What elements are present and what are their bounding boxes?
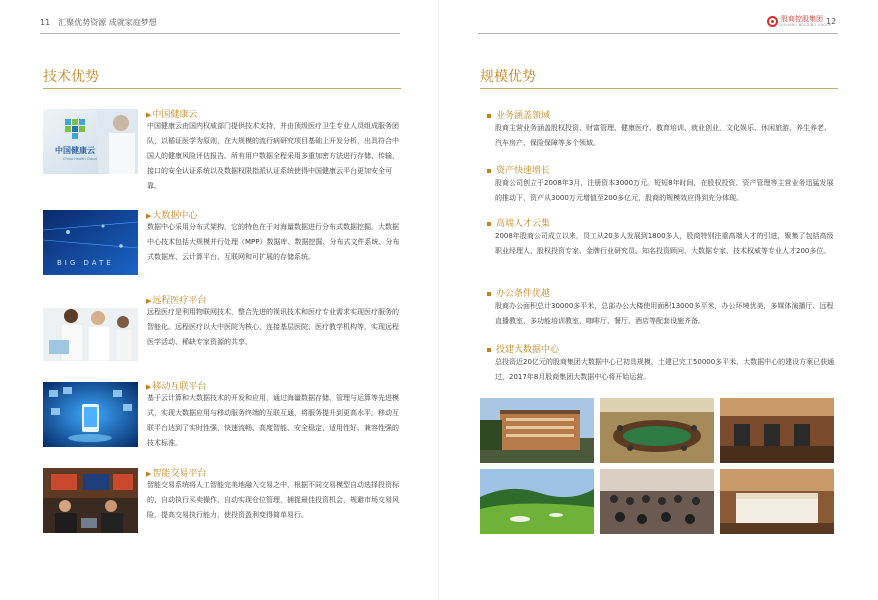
office-text: 股商办公面积总计30000多平米，总部办公大楼使用面积13000多平米，办公环境优美，多媒体演播厅、远程直播教室、多功能培训教室、咖啡厅、餐厅、酒店等配套设施齐备。 <box>495 302 834 325</box>
company-logo <box>767 15 831 27</box>
right-section-title: 规模优势 <box>480 69 536 85</box>
golf-course-photo <box>480 469 594 534</box>
asset-growth-text: 股商公司创立于2008年3月，注册资本3000万元。短短8年时间，在股权投资、资产管理等主营业务迅猛发展的推动下，资产从3000万元增值至200多亿元，股商的规模效应得到充分体现。 <box>495 179 834 202</box>
telemedicine-text: 远程医疗是利用物联网技术，整合先进的视讯技术和医疗专业需求实现医疗服务的智能化。远程医疗以大中医院为核心，连接基层医院、医疗教学机构等，实现远程医学活动、稀缺专家资源的共享。 <box>147 308 399 346</box>
talent-text: 2008年股商公司成立以来，员工从20多人发展到1800多人，股商特别注重高端人才的引进，聚集了包括高级职业经理人、股权投资专家、金牌行业研究员、知名投资顾问、大数据专家、技术权威等专业人才200多位。 <box>495 232 834 255</box>
smart-trading-title: ▶智能交易平台 <box>146 469 207 479</box>
left-page-header <box>40 17 157 28</box>
data-center-text: 总投资近20亿元的股商集团大数据中心已初具规模，土建已完工50000多平米，大数据中心的建设方案已获通过，2017年8月股商集团大数据中心将开始运营。 <box>495 358 835 381</box>
triangle-bullet-icon: ▶ <box>146 111 152 119</box>
talent-title: 高端人才云集 <box>487 216 550 229</box>
right-header-rule <box>478 33 838 34</box>
business-scope-text: 股商主营业务涵盖股权投资、财富管理、健康医疗、教育培训、就业创业、文化娱乐、休闲旅游、养生养老、汽车房产、保险保障等多个领域。 <box>495 124 831 147</box>
left-header-rule <box>40 33 400 34</box>
gym-photo <box>720 398 834 463</box>
telemedicine-image <box>43 296 138 361</box>
square-bullet-icon <box>487 114 491 118</box>
asset-growth-title: 资产快速增长 <box>487 163 550 176</box>
svg-text:China Health Cloud: China Health Cloud <box>63 157 97 161</box>
health-cloud-text: 中国健康云由国内权威部门提供技术支持，并由顶级医疗卫生专业人员组成服务团队，以循证医学为原则，在大规模的流行病研究项目基础上开发分析，出具符合中国人的健康风险评估报告。所有用户数据全程采用多重加密方法进行存储、传输，接口的安全认证系统以及数据权限指派认证系统使得中国健康云平台更加安全可靠。 <box>147 122 399 190</box>
square-bullet-icon <box>487 348 491 352</box>
business-scope-title: 业务涵盖领域 <box>487 108 550 121</box>
smart-trading-image <box>43 468 138 533</box>
data-center-title: 投建大数据中心 <box>487 342 559 355</box>
hotel-room-photo <box>720 469 834 534</box>
right-page-number: 12 <box>826 17 837 26</box>
mobile-internet-title: ▶移动互联平台 <box>146 382 207 392</box>
square-bullet-icon <box>487 292 491 296</box>
meeting-room-photo <box>600 398 714 463</box>
smart-trading-text: 智能交易系统将人工智能完美地融入交易之中，根据不同交易模型自动选择投资标的、自动执行买卖操作、自动实现仓位管理，捕捉最佳投资机会，规避市场交易风险，提高交易执行能力，使投资盈利变得简单易行。 <box>147 481 399 519</box>
left-running-title: 汇聚优势资源 成就家庭梦想 <box>58 18 157 27</box>
headquarters-building-photo <box>480 398 594 463</box>
right-section-rule <box>480 88 838 89</box>
logo-subname: GUSHANG HOLDING GROUP <box>778 23 832 27</box>
left-section-rule <box>43 88 401 89</box>
triangle-bullet-icon: ▶ <box>146 383 152 391</box>
left-page-number: 11 <box>40 18 51 27</box>
big-data-image <box>43 210 138 275</box>
triangle-bullet-icon: ▶ <box>146 212 152 220</box>
big-data-title: ▶大数据中心 <box>146 211 198 221</box>
logo-name: 股商控股集团 <box>781 15 823 23</box>
square-bullet-icon <box>487 222 491 226</box>
mobile-internet-text: 基于云计算和大数据技术的开发和应用，通过海量数据存储、管理与运算等先进模式，实现大数据应用与移动服务终端的互联互通，将服务提升到更高水平。移动互联平台达到了实时性强、快速流畅、高度智能、安全稳定、适用性好、兼容性强的技术标准。 <box>147 394 399 447</box>
office-title: 办公条件优越 <box>487 286 550 299</box>
square-bullet-icon <box>487 169 491 173</box>
triangle-bullet-icon: ▶ <box>146 297 152 305</box>
page-gutter <box>438 0 439 600</box>
triangle-bullet-icon: ▶ <box>146 470 152 478</box>
big-data-text: 数据中心采用分布式架构，它的特色在于对海量数据进行分布式数据挖掘。大数据中心技术包括大规模并行处理（MPP）数据库、数据挖掘、分布式文件系统、分布式数据库、云计算平台、互联网和可扩展的存储系统。 <box>147 223 400 261</box>
health-cloud-image <box>43 109 138 174</box>
telemedicine-title: ▶远程医疗平台 <box>146 296 207 306</box>
svg-text:BIG DATE: BIG DATE <box>57 259 114 267</box>
health-cloud-title: ▶中国健康云 <box>146 110 198 120</box>
logo-circle-icon <box>767 16 778 27</box>
classroom-photo <box>600 469 714 534</box>
mobile-internet-image <box>43 382 138 447</box>
left-section-title: 技术优势 <box>43 69 99 85</box>
svg-text:中国健康云: 中国健康云 <box>55 146 95 155</box>
